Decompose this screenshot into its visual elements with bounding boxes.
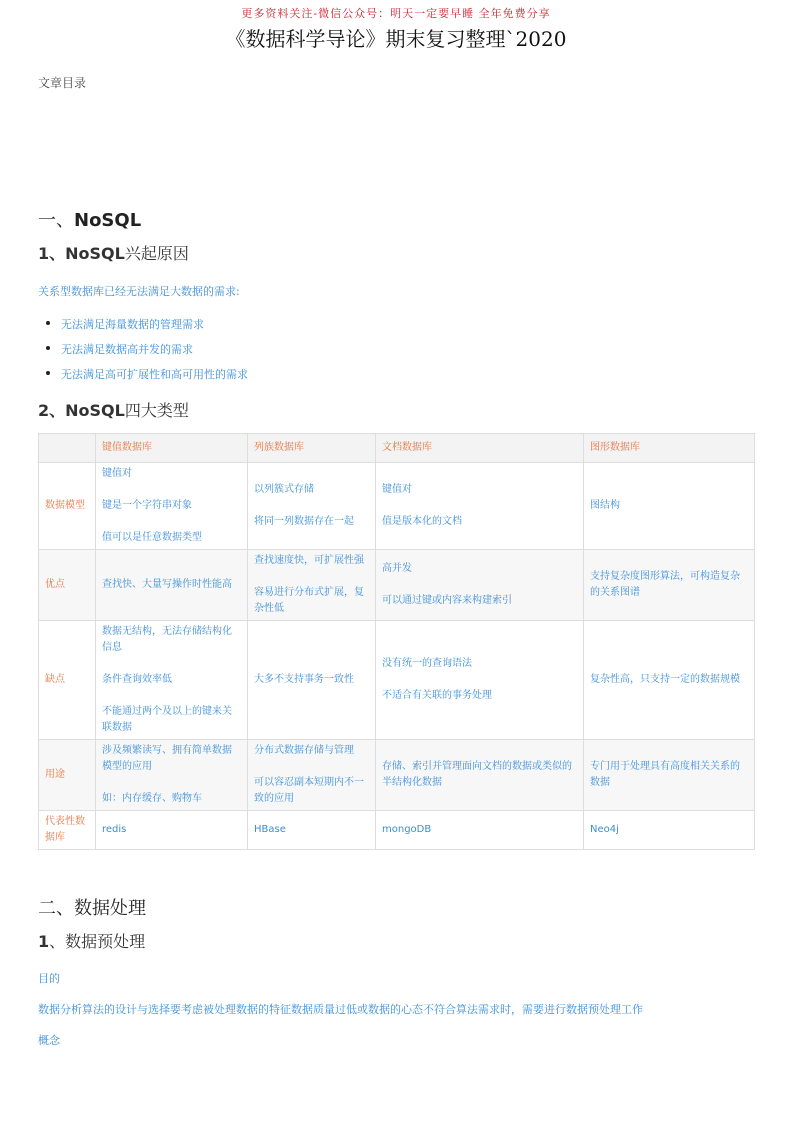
cell-text: 将同一列数据存在一起	[254, 516, 354, 527]
cell-text	[102, 688, 241, 704]
table-header-cell: 图形数据库	[584, 434, 755, 463]
cell-text: 以列簇式存储	[254, 484, 314, 495]
cell-text	[382, 577, 577, 593]
paragraph-description: 数据分析算法的设计与选择要考虑被处理数据的特征数据质量过低或数据的心态不符合算法需求时，需要进行数据预处理工作	[38, 1003, 643, 1016]
table-cell	[248, 740, 376, 811]
table-cell	[584, 550, 755, 621]
table-cell	[248, 811, 376, 850]
cell-text: Neo4j	[590, 824, 619, 835]
cell-text: 专门用于处理具有高度相关关系的	[590, 761, 740, 772]
cell-text: 涉及频繁读写、拥有简单数据	[102, 745, 232, 756]
table-cell	[96, 550, 248, 621]
promo-banner: 更多资料关注-微信公众号：明天一定要早睡 全年免费分享	[241, 7, 551, 20]
subsection-title: 四大类型	[124, 401, 189, 420]
row-header-cell: 用途	[39, 740, 96, 811]
subsection-bold: NoSQL	[65, 401, 125, 420]
paragraph-purpose: 目的	[38, 972, 60, 985]
table-cell	[96, 463, 248, 550]
cell-text: 分布式数据存储与管理	[254, 745, 354, 756]
cell-text: 没有统一的查询语法	[382, 658, 472, 669]
cell-text: 键是一个字符串对象	[102, 500, 192, 511]
reasons-list	[46, 316, 248, 391]
cell-text: 大多不支持事务一致性	[254, 674, 354, 685]
table-cell	[584, 463, 755, 550]
table-header-cell: 键值数据库	[96, 434, 248, 463]
cell-text: 模型的应用	[102, 761, 152, 772]
cell-text	[102, 775, 241, 791]
cell-text	[102, 482, 241, 498]
row-header-cell: 优点	[39, 550, 96, 621]
cell-text: 高并发	[382, 563, 412, 574]
cell-text: 联数据	[102, 722, 132, 733]
table-cell	[584, 621, 755, 740]
intro-paragraph: 关系型数据库已经无法满足大数据的需求:	[38, 285, 240, 298]
table-row	[39, 811, 755, 850]
cell-text: 的关系图谱	[590, 587, 640, 598]
section-title: NoSQL	[74, 210, 142, 231]
subsection-bold: NoSQL	[65, 244, 125, 263]
cell-text: 图结构	[590, 500, 620, 511]
subsection-heading-types	[38, 398, 189, 421]
cell-text: 致的应用	[254, 793, 294, 804]
paragraph-concept: 概念	[38, 1034, 60, 1047]
table-cell	[376, 463, 584, 550]
table-cell	[376, 740, 584, 811]
toc-link[interactable]: 文章目录	[38, 76, 87, 90]
cell-text: 键值对	[102, 468, 132, 479]
table-row	[39, 621, 755, 740]
row-header-cell: 代表性数据库	[39, 811, 96, 850]
cell-text: 不能通过两个及以上的键来关	[102, 706, 232, 717]
cell-text: 可以容忍副本短期内不一	[254, 777, 364, 788]
table-cell	[248, 550, 376, 621]
cell-text: 复杂性高，只支持一定的数据规模	[590, 674, 740, 685]
table-header-cell: 文档数据库	[376, 434, 584, 463]
cell-text	[254, 569, 369, 585]
cell-text: 信息	[102, 642, 122, 653]
table-row	[39, 463, 755, 550]
table-cell	[376, 550, 584, 621]
subsection-number: 1、	[38, 244, 66, 263]
subsection-heading-origin	[38, 241, 189, 264]
cell-text: 查找速度快，可扩展性强	[254, 555, 364, 566]
cell-text: 条件查询效率低	[102, 674, 172, 685]
cell-text: mongoDB	[382, 824, 432, 835]
section-heading-nosql	[38, 206, 141, 232]
cell-text: 键值对	[382, 484, 412, 495]
subsection-number: 1	[38, 932, 50, 951]
cell-text: 值是版本化的文档	[382, 516, 462, 527]
table-cell	[96, 811, 248, 850]
table-row	[39, 550, 755, 621]
table-cell	[248, 621, 376, 740]
table-header-row	[39, 434, 755, 463]
cell-text: 半结构化数据	[382, 777, 442, 788]
table-cell	[248, 463, 376, 550]
cell-text: 数据无结构，无法存储结构化	[102, 626, 232, 637]
cell-text	[382, 672, 577, 688]
subsection-heading-preprocessing	[38, 929, 145, 952]
subsection-title: 、数据预处理	[49, 932, 146, 951]
cell-text: 值可以是任意数据类型	[102, 532, 202, 543]
cell-text: 不适合有关联的事务处理	[382, 690, 492, 701]
nosql-types-table	[38, 433, 755, 850]
cell-text: 容易进行分布式扩展，复	[254, 587, 364, 598]
cell-text	[102, 514, 241, 530]
cell-text: 存储、索引并管理面向文档的数据或类似的	[382, 761, 572, 772]
cell-text: 可以通过键或内容来构建索引	[382, 595, 512, 606]
list-item: 无法满足海量数据的管理需求	[46, 316, 248, 341]
cell-text	[102, 656, 241, 672]
subsection-number: 2、	[38, 401, 66, 420]
cell-text: redis	[102, 824, 127, 835]
cell-text: 数据	[590, 777, 610, 788]
cell-text	[254, 498, 369, 514]
table-row	[39, 740, 755, 811]
section-number: 一、	[38, 210, 74, 231]
list-item: 无法满足数据高并发的需求	[46, 341, 248, 366]
table-cell	[96, 740, 248, 811]
row-header-cell: 缺点	[39, 621, 96, 740]
cell-text: 查找快、大量写操作时性能高	[102, 579, 232, 590]
list-item: 无法满足高可扩展性和高可用性的需求	[46, 366, 248, 391]
cell-text	[254, 759, 369, 775]
cell-text: 杂性低	[254, 603, 284, 614]
table-cell	[376, 811, 584, 850]
table-cell	[584, 811, 755, 850]
table-cell	[96, 621, 248, 740]
table-header-cell: 列族数据库	[248, 434, 376, 463]
page-title: 《数据科学导论》期末复习整理`2020	[225, 27, 567, 51]
cell-text: HBase	[254, 824, 286, 835]
cell-text: 如：内存缓存、购物车	[102, 793, 202, 804]
subsection-title: 兴起原因	[124, 244, 189, 263]
table-cell	[584, 740, 755, 811]
table-header-cell	[39, 434, 96, 463]
section-heading-data-processing: 二、数据处理	[38, 898, 146, 919]
row-header-cell: 数据模型	[39, 463, 96, 550]
cell-text: 支持复杂度图形算法，可构造复杂	[590, 571, 740, 582]
table-cell	[376, 621, 584, 740]
cell-text	[382, 498, 577, 514]
